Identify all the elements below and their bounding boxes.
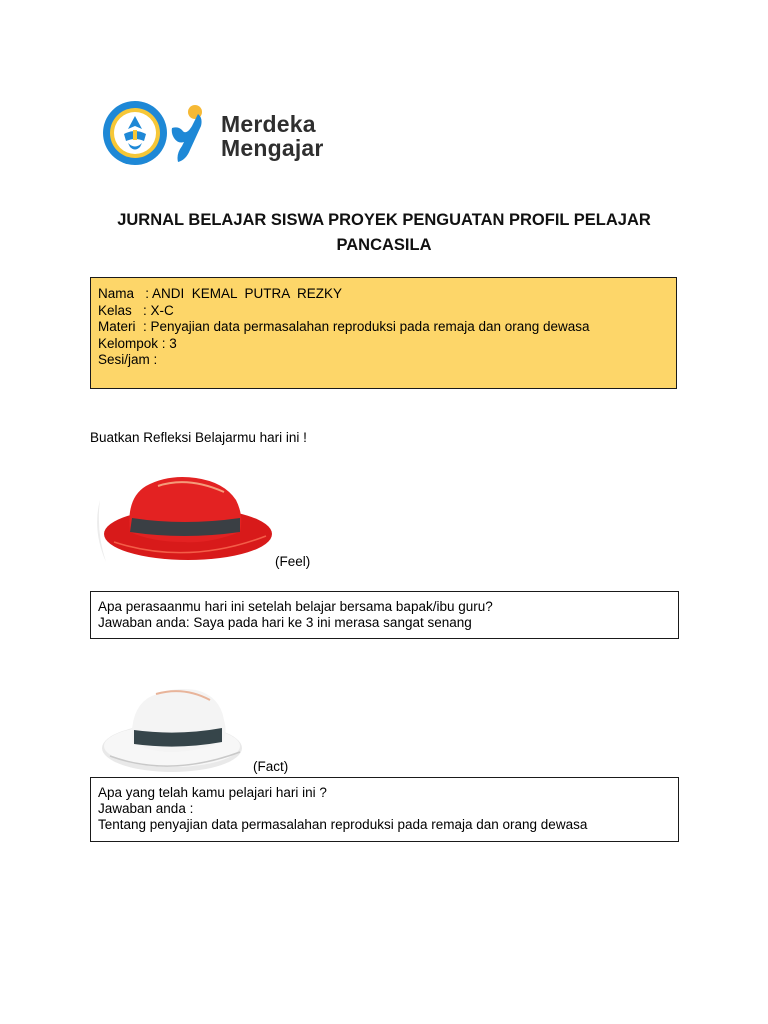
brand-name-line1: Merdeka [221,111,316,137]
fact-answer: Tentang penyajian data permasalahan reproduksi pada remaja dan orang dewasa [98,817,588,832]
student-identity-box [90,277,677,389]
title-line2: PANCASILA [336,236,432,254]
fact-caption: (Fact) [253,759,289,774]
merdeka-mengajar-logo-icon [168,100,208,166]
tut-wuri-handayani-logo-icon [102,100,168,166]
feel-caption: (Feel) [275,554,311,569]
feel-question-box [90,591,679,639]
fact-answer-label: Jawaban anda : [98,801,194,816]
page-title [80,208,688,258]
identity-sesi: Sesi/jam : [98,352,158,367]
fact-question-box [90,777,679,842]
identity-kelompok: Kelompok : 3 [98,335,177,351]
reflection-prompt: Buatkan Refleksi Belajarmu hari ini ! [90,430,307,445]
feel-answer: Jawaban anda: Saya pada hari ke 3 ini merasa sangat senang [98,615,472,630]
title-line1: JURNAL BELAJAR SISWA PROYEK PENGUATAN PROFIL PELAJAR [117,211,651,229]
fact-question: Apa yang telah kamu pelajari hari ini ? [98,785,327,800]
identity-nama: Nama : ANDI KEMAL PUTRA REZKY [98,286,343,301]
identity-kelas: Kelas : X-C [98,302,174,318]
brand-name-line2: Mengajar [221,135,324,161]
white-hat-icon [100,680,250,776]
feel-question: Apa perasaanmu hari ini setelah belajar bersama bapak/ibu guru? [98,599,493,614]
red-hat-icon [88,470,274,570]
identity-materi: Materi : Penyajian data permasalahan reproduksi pada remaja dan orang dewasa [98,319,590,334]
